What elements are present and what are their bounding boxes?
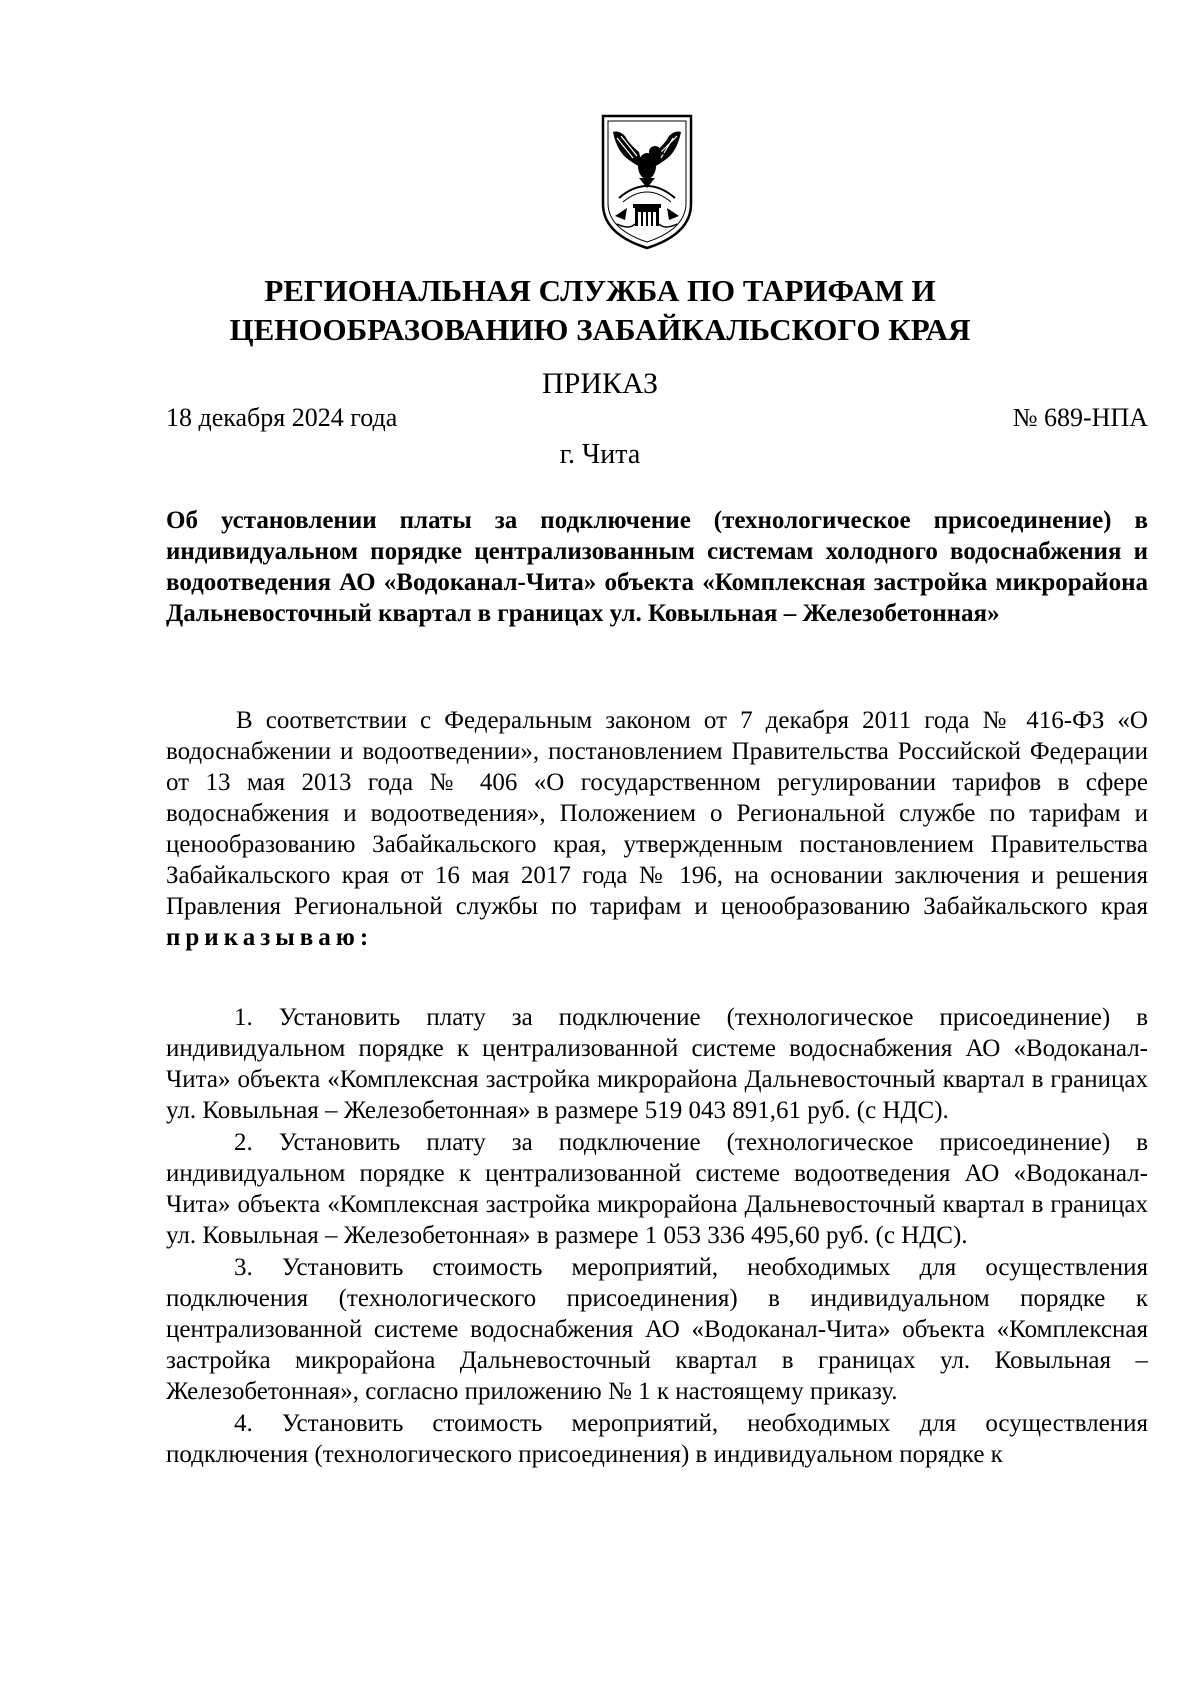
organization-title-line-1: РЕГИОНАЛЬНАЯ СЛУЖБА ПО ТАРИФАМ И [264,273,936,308]
organization-title [0,271,1200,349]
order-date: 18 декабря 2024 года [166,403,398,432]
preamble-paragraph [166,705,1148,953]
order-item-1: 1. Установить плату за подключение (технологическое присоединение) в индивидуальном порядке к централизованной системе водоснабжения АО «Водоканал-Чита» объекта «Комплексная застройка микрорайона Дальневосточный квартал в границах ул. Ковыльная – Железобетонная» в размере 519 043 891,61 руб. (с НДС). [166,1004,1148,1124]
order-subject-title: Об установлении платы за подключение (технологическое присоединение) в индивидуальном порядке централизованным системам холодного водоснабжения и водоотведения АО «Водоканал-Чита» объекта «Комплексная застройка микрорайона Дальневосточный квартал в границах ул. Ковыльная – Железобетонная» [166,507,1148,627]
preamble-text: В соответствии с Федеральным законом от 7 декабря 2011 года № 416-ФЗ «О водоснабжении и водоотведении», постановлением Правительства Российской Федерации от 13 мая 2013 года № 406 «О государственном регулировании тарифов в сфере водоснабжения и водоотведения», Положением о Региональной службе по тарифам и ценообразованию Забайкальского края, утвержденным постановлением Правительства Забайкальского края от 16 мая 2017 года № 196, на основании заключения и решения Правления Региональной службы по тарифам и ценообразованию Забайкальского края [166,707,1148,920]
document-type-heading: ПРИКАЗ [542,367,658,400]
order-item-2: 2. Установить плату за подключение (технологическое присоединение) в индивидуальном порядке к централизованной системе водоотведения АО «Водоканал-Чита» объекта «Комплексная застройка микрорайона Дальневосточный квартал в границах ул. Ковыльная – Железобетонная» в размере 1 053 336 495,60 руб. (с НДС). [166,1129,1148,1249]
order-item-3: 3. Установить стоимость мероприятий, необходимых для осуществления подключения (технологического присоединения) в индивидуальном порядке к централизованной системе водоснабжения АО «Водоканал-Чита» объекта «Комплексная застройка микрорайона Дальневосточный квартал в границах ул. Ковыльная – Железобетонная», согласно приложению № 1 к настоящему приказу. [166,1254,1148,1405]
organization-title-line-2: ЦЕНООБРАЗОВАНИЮ ЗАБАЙКАЛЬСКОГО КРАЯ [229,312,971,347]
issue-city: г. Чита [559,439,641,470]
order-number: № 689-НПА [1012,403,1148,432]
coat-of-arms-emblem [599,112,695,252]
order-item-4: 4. Установить стоимость мероприятий, необходимых для осуществления подключения (технологического присоединения) в индивидуальном порядке к [166,1410,1148,1468]
order-command: приказываю: [166,924,374,951]
order-items-list [166,1002,1148,1470]
